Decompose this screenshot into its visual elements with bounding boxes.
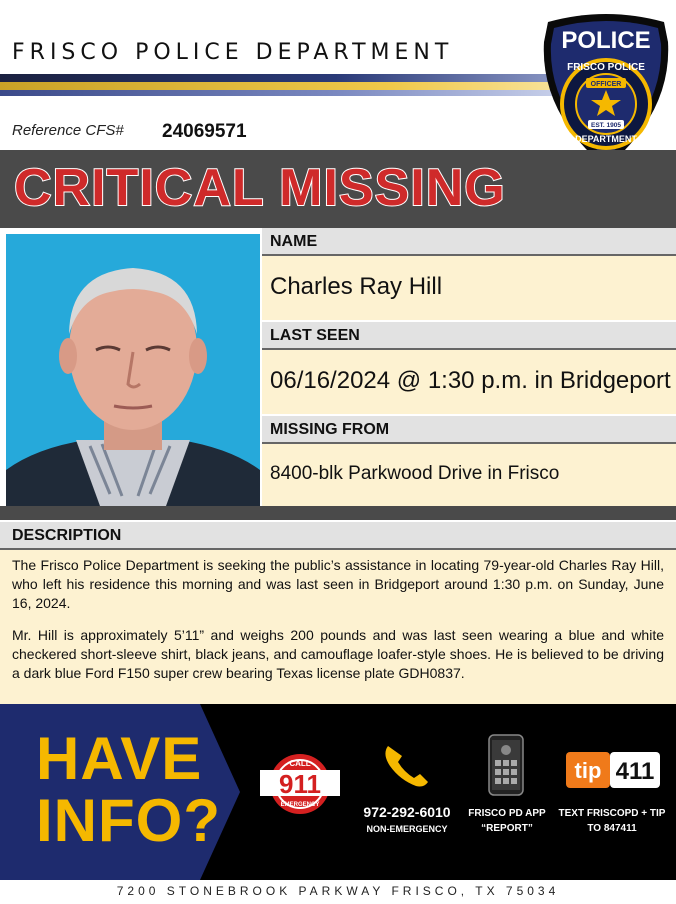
app-line-2: “REPORT” bbox=[481, 823, 533, 834]
badge-ring-text: FRISCO POLICE bbox=[567, 62, 645, 73]
tip411-left: tip bbox=[574, 758, 602, 783]
call-911-icon bbox=[258, 752, 342, 816]
name-section bbox=[262, 228, 676, 320]
description-paragraph-1: The Frisco Police Department is seeking the public’s assistance in locating 79-year-old Charles Ray Hill, who left his residence this morning and was last seen in Bridgeport around 1:30 p.m. on Sunday, June 16, 2024. bbox=[12, 557, 664, 611]
last-seen-label: LAST SEEN bbox=[262, 322, 676, 350]
badge-est-text: EST. 1905 bbox=[591, 122, 621, 129]
call-911-number: 911 bbox=[279, 769, 321, 799]
reference-number: 24069571 bbox=[162, 121, 247, 142]
description-body bbox=[0, 550, 676, 704]
department-title: FRISCO POLICE DEPARTMENT bbox=[12, 40, 454, 65]
have-line-2: INFO? bbox=[36, 787, 221, 854]
banner-title: CRITICAL MISSING bbox=[14, 159, 506, 217]
tip411-logo-icon bbox=[566, 752, 660, 788]
tip-line-2: TO 847411 bbox=[587, 823, 637, 834]
address: 7200 STONEBROOK PARKWAY FRISCO, TX 75034 bbox=[116, 884, 560, 898]
header-stripe bbox=[0, 74, 560, 98]
tip-line-1: TEXT FRISCOPD + TIP bbox=[558, 808, 666, 819]
call-911-top: CALL bbox=[289, 759, 311, 768]
missing-from-value: 8400-blk Parkwood Drive in Frisco bbox=[262, 444, 676, 506]
last-seen-value: 06/16/2024 @ 1:30 p.m. in Bridgeport bbox=[262, 350, 676, 414]
police-badge-icon bbox=[540, 12, 672, 172]
reference-label: Reference CFS# bbox=[12, 122, 124, 139]
missing-person-photo bbox=[6, 234, 260, 506]
have-info-text bbox=[36, 725, 221, 854]
badge-officer-text: OFFICER bbox=[590, 81, 622, 88]
last-seen-section bbox=[262, 322, 676, 414]
phone-number: 972-292-6010 bbox=[363, 804, 451, 820]
divider-band bbox=[0, 506, 676, 520]
call-911-bottom: EMERGENCY bbox=[280, 802, 320, 808]
phone-icon bbox=[380, 740, 434, 790]
badge-bottom-text: DEPARTMENT bbox=[575, 134, 637, 144]
app-line-1: FRISCO PD APP bbox=[468, 808, 546, 819]
description-paragraph-2: Mr. Hill is approximately 5’11” and weighs 200 pounds and was last seen wearing a blue and white checkered short-sleeve shirt, black jeans, and camouflage loafer-style shoes. He is believed to be driving a dark blue Ford F150 super crew bearing Texas license plate GDH0837. bbox=[12, 627, 664, 681]
smartphone-icon bbox=[488, 734, 524, 796]
tip411-right: 411 bbox=[615, 758, 655, 785]
missing-from-label: MISSING FROM bbox=[262, 416, 676, 444]
name-value: Charles Ray Hill bbox=[262, 256, 676, 320]
name-label: NAME bbox=[262, 228, 676, 256]
missing-from-section bbox=[262, 416, 676, 506]
phone-caption: NON-EMERGENCY bbox=[366, 824, 448, 834]
have-line-1: HAVE bbox=[36, 725, 203, 792]
badge-top-text: POLICE bbox=[561, 27, 651, 54]
description-label: DESCRIPTION bbox=[0, 522, 676, 550]
